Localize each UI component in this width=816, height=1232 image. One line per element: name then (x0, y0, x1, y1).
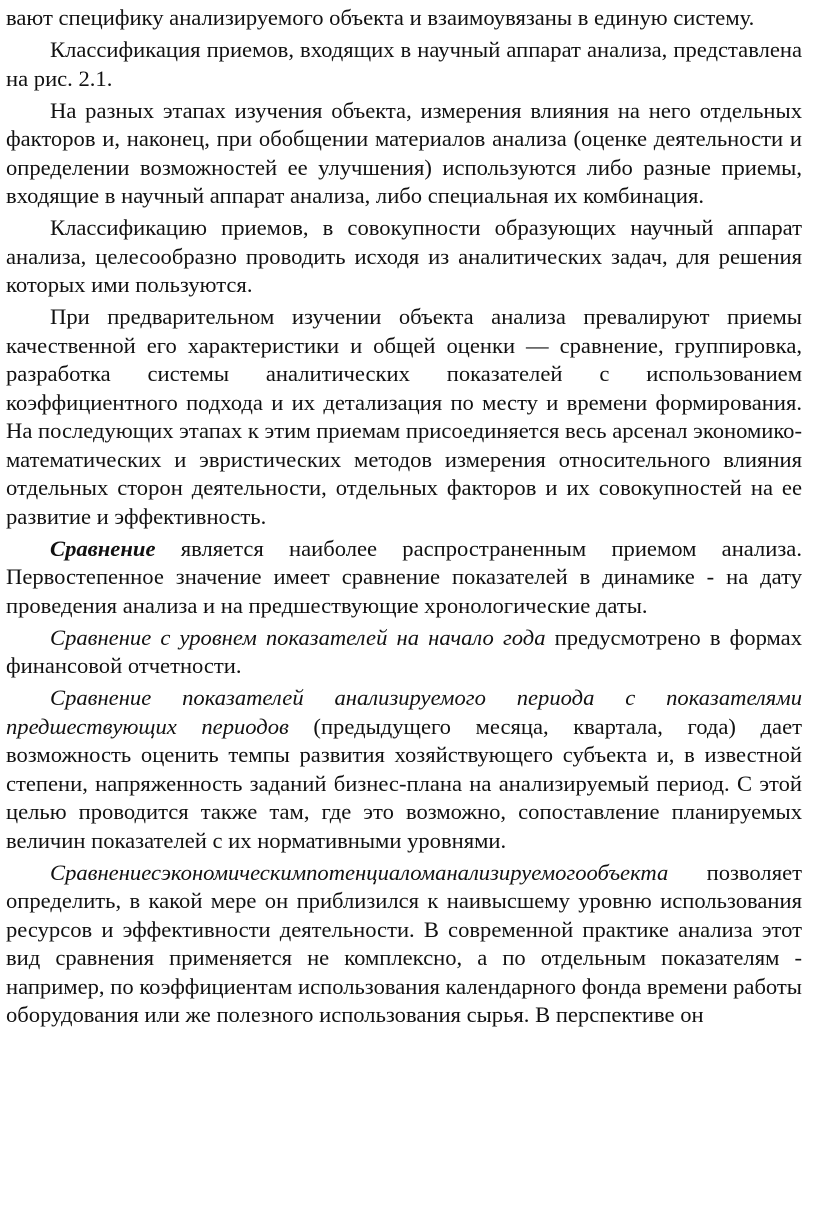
paragraph-4 (6, 214, 802, 300)
paragraph-text: предусмотрено в формах финансовой отчетности. (6, 624, 803, 678)
paragraph-7 (6, 624, 802, 681)
paragraph-text: (предыдущего месяца, квартала, года) дает возможность оценить темпы развития хозяйствующего субъекта и, в известной степени, напряженность заданий бизнес-плана на анализируемый период. С этой целью проводится также там, где это возможно, сопоставление планируемых величин показателей с их нормативными уровнями. (6, 713, 802, 853)
paragraph-2 (6, 36, 802, 93)
term-comparison: Сравнение (50, 535, 156, 561)
paragraph-text: При предварительном изучении объекта анализа превалируют приемы качественной его характеристики и общей оценки — сравнение, группировка, разработка системы аналитических показателей с использованием коэффициентного подхода и их детализация по месту и времени формирования. На последующих этапах к этим приемам присоединяется весь арсенал экономико-математических и эвристических методов измерения относительного влияния отдельных сторон деятельности, отдельных факторов и их совокупностей на ее развитие и эффективность. (6, 304, 802, 529)
paragraph-5 (6, 303, 802, 531)
paragraph-text: вают специфику анализируемого объекта и взаимоувязаны в единую систему. (6, 5, 755, 30)
paragraph-text: является наиболее распространенным приемом анализа. Первостепенное значение имеет сравнение показателей в динамике - на дату проведения анализа и на предшествующие хронологические даты. (6, 535, 802, 618)
paragraph-1 (6, 4, 802, 33)
paragraph-text: позволяет определить, в какой мере он приблизился к наивысшему уровню использования ресурсов и эффективности деятельности. В современной практике анализа этот вид сравнения применяется не комплексно, а по отдельным показателям - например, по коэффициентам использования календарного фонда времени работы оборудования или же полезного использования сырья. В перспективе он (6, 859, 802, 1027)
paragraph-6 (6, 535, 802, 621)
paragraph-9 (6, 859, 802, 1030)
paragraph-text: Классификация приемов, входящих в научный аппарат анализа, представлена на рис. 2.1. (6, 37, 802, 91)
paragraph-text: Классификацию приемов, в совокупности образующих научный аппарат анализа, целесообразно проводить исходя из аналитических задач, для решения которых ими пользуются. (6, 215, 802, 297)
term-comparison-start-of-year: Сравнение с уровнем показателей на начало года (50, 624, 546, 650)
term-comparison-economic-potential: Сравнениесэкономическимпотенциаломанализируемогообъекта (50, 859, 669, 885)
paragraph-text: На разных этапах изучения объекта, измерения влияния на него отдельных факторов и, наконец, при обобщении материалов анализа (оценке деятельности и определении возможностей ее улучшения) используются либо разные приемы, входящие в научный аппарат анализа, либо специальная их комбинация. (6, 97, 802, 208)
paragraph-8 (6, 684, 802, 855)
paragraph-3 (6, 97, 802, 211)
term-comparison-previous-periods: Сравнение показателей анализируемого периода с показателями предшествующих периодов (6, 685, 802, 739)
